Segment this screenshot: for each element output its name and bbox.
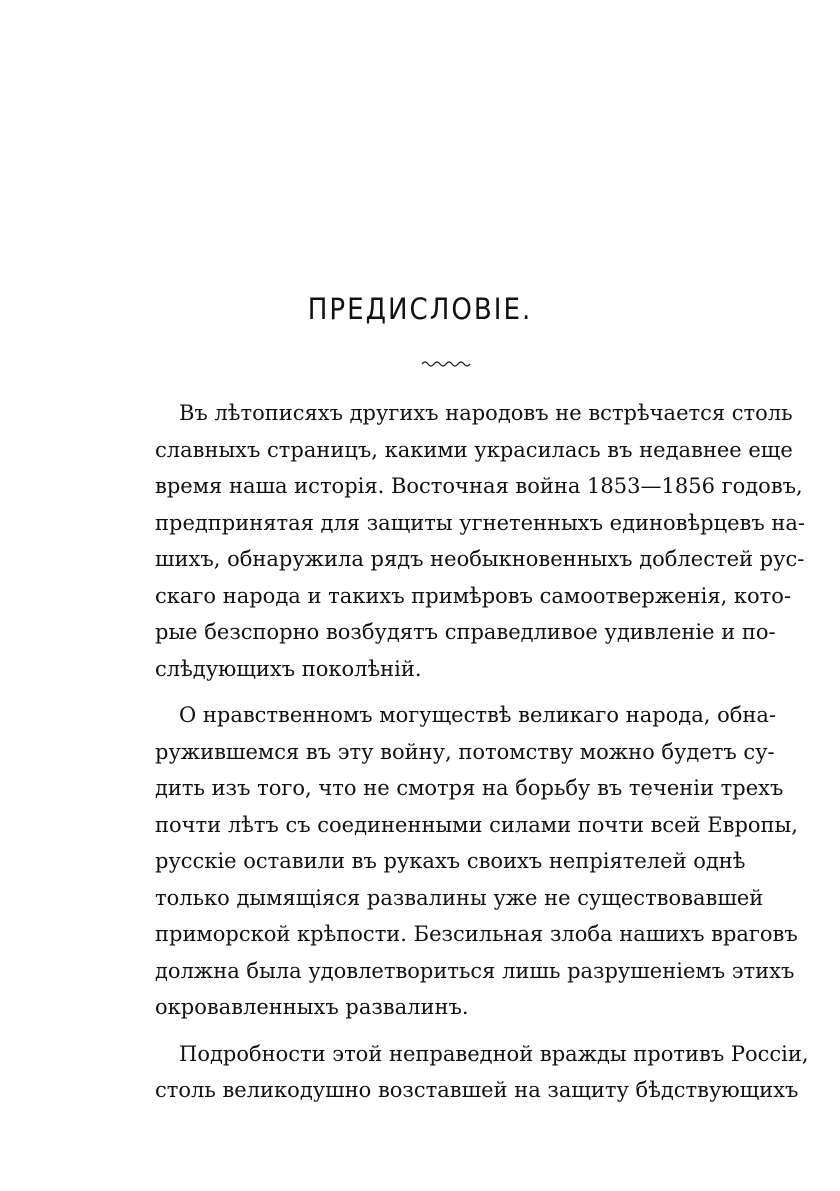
page-title: ПРЕДИСЛОВІЕ. (307, 292, 533, 326)
text-line: скаго народа и такихъ примѣровъ самоотверженія, кото- (155, 583, 792, 608)
text-line: приморской крѣпости. Безсильная злоба нашихъ враговъ (155, 922, 798, 946)
text-line: Подробности этой неправедной вражды противъ Россіи, (179, 1041, 809, 1066)
text-line: О нравственномъ могуществѣ великаго народа, обна- (179, 703, 776, 727)
text-line: время наша исторія. Восточная война 1853—1856 годовъ, (155, 474, 803, 498)
text-line: русскіе оставили въ рукахъ своихъ непріятелей однѣ (155, 849, 746, 873)
text-line: слѣдующихъ поколѣній. (155, 656, 422, 681)
text-line: окровавленныхъ развалинъ. (155, 995, 469, 1019)
text-line: шихъ, обнаружила рядъ необыкновенныхъ доблестей рус- (155, 547, 805, 571)
text-line: Въ лѣтописяхъ другихъ народовъ не встрѣчается столь (179, 401, 793, 425)
text-line: почти лѣтъ съ соединенными силами почти всей Европы, (155, 812, 798, 837)
body-text (155, 395, 809, 1109)
text-line: столь великодушно возставшей на защиту бѣдствующихъ (155, 1078, 799, 1102)
ornament-divider (420, 357, 474, 369)
text-line: ружившемся въ эту войну, потомству можно будетъ су- (155, 739, 775, 764)
text-line: предпринятая для защиты угнетенныхъ единовѣрцевъ на- (155, 510, 805, 535)
text-line: славныхъ страницъ, какими украсилась въ недавнее еще (155, 437, 793, 462)
text-line: дить изъ того, что не смотря на борьбу въ теченіи трехъ (155, 776, 784, 800)
text-line: рые безспорно возбудятъ справедливое удивленіе и по- (155, 620, 776, 644)
text-line: должна была удовлетвориться лишь разрушеніемъ этихъ (155, 958, 795, 983)
text-line: только дымящіяся развалины уже не существовавшей (155, 885, 764, 910)
